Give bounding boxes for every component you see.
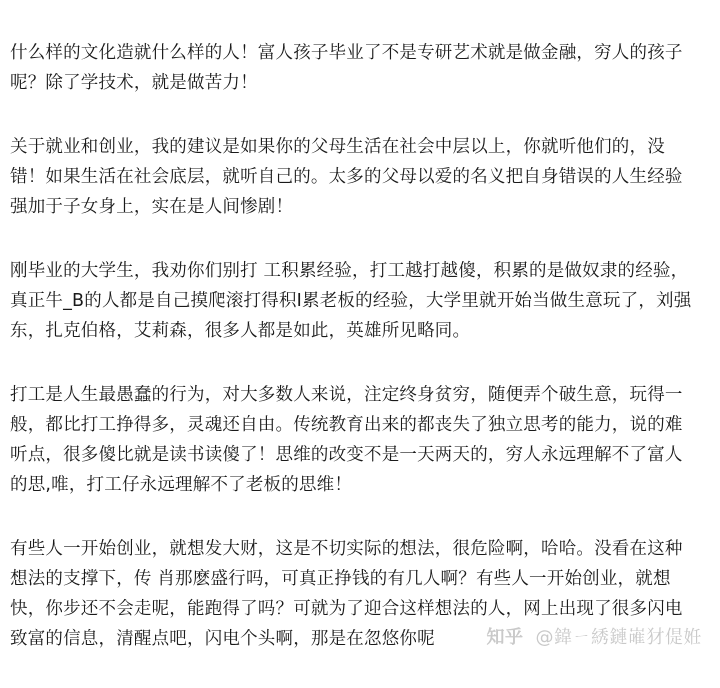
paragraph-3 <box>10 256 710 346</box>
text-line: 东，扎克伯格，艾莉森，很多人都是如此，英雄所见略同。 <box>10 321 471 341</box>
paragraph-1 <box>10 38 710 98</box>
text-line: 错！如果生活在社会底层，就听自己的。太多的父母以爱的名义把自身错误的人生经验 <box>10 167 683 187</box>
text-line: 真正牛_B的人都是自己摸爬滚打得积I累老板的经验，大学里就开始当做生意玩了，刘强 <box>10 291 692 311</box>
paragraph-2 <box>10 132 710 222</box>
article-body <box>10 38 710 688</box>
text-line: 打工是人生最愚蠢的行为，对大多数人来说，注定终身贫穷，随便弄个破生意，玩得一 <box>10 385 683 405</box>
text-line: 想法的支撑下，传 肖那麽盛行吗，可真正挣钱的有几人啊？有些人一开始创业，就想 <box>10 569 671 589</box>
text-line: 有些人一开始创业，就想发大财，这是不切实际的想法，很危险啊，哈哈。没看在这种 <box>10 539 683 559</box>
zhihu-watermark <box>487 623 703 649</box>
text-line: 什么样的文化造就什么样的人！富人孩子毕业了不是专研艺术就是做金融，穷人的孩子 <box>10 43 683 63</box>
text-line: 听点，很多傻比就是读书读傻了！思维的改变不是一天两天的，穷人永远理解不了富人 <box>10 445 683 465</box>
text-line: 快，你步还不会走呢，能跑得了吗？可就为了迎合这样想法的人，网上出现了很多闪电 <box>10 599 683 619</box>
watermark-handle: @鍏ㄧ綉鏈嶉犲偍姙 <box>535 627 702 648</box>
text-line: 般，都比打工挣得多，灵魂还自由。传统教育出来的都丧失了独立思考的能力，说的难 <box>10 415 683 435</box>
zhihu-logo: 知乎 <box>486 627 524 648</box>
text-line: 呢？除了学技术，就是做苦力！ <box>10 73 258 93</box>
text-line: 刚毕业的大学生，我劝你们别打 工积累经验，打工越打越傻，积累的是做奴隶的经验， <box>10 261 689 281</box>
text-line: 的思,唯，打工仔永远理解不了老板的思维！ <box>10 475 353 495</box>
text-line: 关于就业和创业，我的建议是如果你的父母生活在社会中层以上，你就听他们的，没 <box>10 137 665 157</box>
text-line: 强加于子女身上，实在是人间惨剧！ <box>10 197 294 217</box>
paragraph-4 <box>10 380 710 500</box>
text-line: 致富的信息，清醒点吧，闪电个头啊，那是在忽悠你呢 <box>10 629 435 649</box>
